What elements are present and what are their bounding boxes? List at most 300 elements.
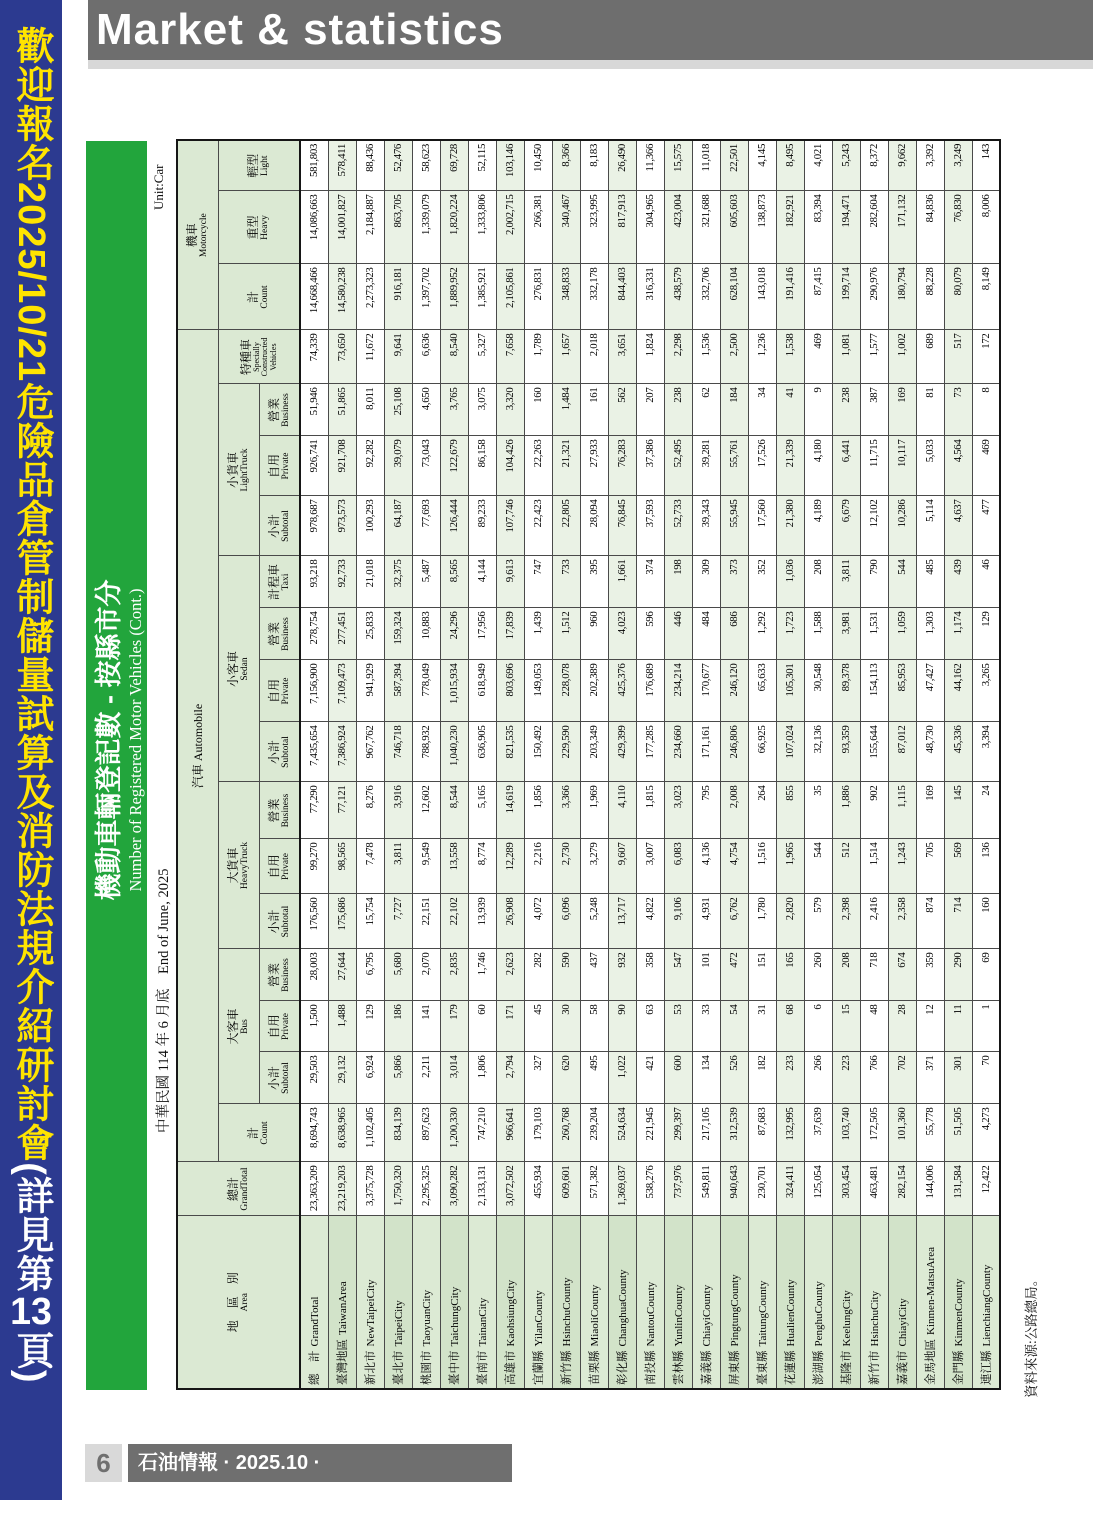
table-cell: 309 — [692, 556, 720, 608]
table-cell: 52,495 — [664, 436, 692, 496]
table-cell: 1,200,330 — [440, 1104, 468, 1162]
table-cell: 8,540 — [440, 330, 468, 384]
table-cell: 37,593 — [636, 496, 664, 556]
table-cell: 359 — [916, 949, 944, 1001]
table-cell: 737,976 — [664, 1162, 692, 1216]
table-cell: 340,467 — [552, 191, 580, 264]
table-cell: 2,730 — [552, 839, 580, 894]
table-cell: 8,006 — [972, 191, 1000, 264]
table-row — [972, 140, 1000, 1389]
table-cell: 1,661 — [608, 556, 636, 608]
table-cell: 332,178 — [580, 264, 608, 330]
table-cell: 863,705 — [384, 191, 412, 264]
row-header-area: 高雄市KaohsiungCity — [496, 1216, 524, 1389]
table-cell: 8,495 — [776, 140, 804, 191]
table-cell: 66,925 — [748, 722, 776, 782]
table-cell: 22,263 — [524, 436, 552, 496]
table-title — [92, 564, 146, 916]
table-cell: 77,693 — [412, 496, 440, 556]
table-row — [328, 140, 356, 1389]
table-cell: 136 — [972, 839, 1000, 894]
table-cell: 99,270 — [300, 839, 328, 894]
table-cell: 191,416 — [776, 264, 804, 330]
table-cell: 144,006 — [916, 1162, 944, 1216]
table-cell: 10,117 — [888, 436, 916, 496]
table-cell: 221,945 — [636, 1104, 664, 1162]
col-header-lt-business: 營業 Business — [259, 384, 300, 436]
row-header-area: 南投縣NantouCounty — [636, 1216, 664, 1389]
table-cell: 1,385,921 — [468, 264, 496, 330]
table-cell: 87,683 — [748, 1104, 776, 1162]
table-cell: 107,024 — [776, 722, 804, 782]
table-cell: 160 — [972, 894, 1000, 949]
table-cell: 316,331 — [636, 264, 664, 330]
table-cell: 562 — [608, 384, 636, 436]
table-cell: 69 — [972, 949, 1000, 1001]
row-header-area: 連江縣LienchiangCounty — [972, 1216, 1000, 1389]
table-cell: 438,579 — [664, 264, 692, 330]
table-cell: 1,369,037 — [608, 1162, 636, 1216]
table-cell: 65,633 — [748, 660, 776, 722]
footer-bar — [128, 1444, 512, 1512]
table-row — [944, 140, 972, 1389]
table-cell: 47,427 — [916, 660, 944, 722]
table-cell: 10,450 — [524, 140, 552, 191]
row-header-area: 基隆市KeelungCity — [832, 1216, 860, 1389]
col-header-area: 地 區 別 Area — [177, 1216, 300, 1389]
table-cell: 8,774 — [468, 839, 496, 894]
table-cell: 264 — [748, 782, 776, 839]
table-cell: 176,689 — [636, 660, 664, 722]
table-cell: 154,113 — [860, 660, 888, 722]
table-cell: 324,411 — [776, 1162, 804, 1216]
table-cell: 855 — [776, 782, 804, 839]
table-cell: 53 — [664, 1001, 692, 1052]
table-cell: 11 — [944, 1001, 972, 1052]
table-cell: 1,531 — [860, 608, 888, 660]
registration-table-wrap — [176, 141, 999, 1390]
table-cell: 429,399 — [608, 722, 636, 782]
table-cell: 587,394 — [384, 660, 412, 722]
table-cell: 21,018 — [356, 556, 384, 608]
table-cell: 803,696 — [496, 660, 524, 722]
table-cell: 277,451 — [328, 608, 356, 660]
table-cell: 1,577 — [860, 330, 888, 384]
table-cell: 3,320 — [496, 384, 524, 436]
table-cell: 3,075 — [468, 384, 496, 436]
table-cell: 23,363,209 — [300, 1162, 328, 1216]
table-cell: 4,931 — [692, 894, 720, 949]
table-cell: 8,276 — [356, 782, 384, 839]
col-group-automobile: 汽車 Automobile — [177, 330, 218, 1162]
table-cell: 48 — [860, 1001, 888, 1052]
table-cell: 5,033 — [916, 436, 944, 496]
table-cell: 1,820,224 — [440, 191, 468, 264]
table-cell: 2,002,715 — [496, 191, 524, 264]
table-cell: 332,706 — [692, 264, 720, 330]
table-cell: 469 — [804, 330, 832, 384]
table-cell: 266 — [804, 1052, 832, 1104]
table-cell: 538,276 — [636, 1162, 664, 1216]
table-cell: 609,601 — [552, 1162, 580, 1216]
table-cell: 104,426 — [496, 436, 524, 496]
table-cell: 24,296 — [440, 608, 468, 660]
table-cell: 395 — [580, 556, 608, 608]
table-row — [776, 140, 804, 1389]
table-cell: 176,560 — [300, 894, 328, 949]
table-cell: 230,701 — [748, 1162, 776, 1216]
table-cell: 55,778 — [916, 1104, 944, 1162]
table-cell: 88,436 — [356, 140, 384, 191]
table-cell: 747,210 — [468, 1104, 496, 1162]
table-cell: 15,575 — [664, 140, 692, 191]
table-cell: 101,360 — [888, 1104, 916, 1162]
table-cell: 3,765 — [440, 384, 468, 436]
table-cell: 17,839 — [496, 608, 524, 660]
table-cell: 714 — [944, 894, 972, 949]
table-cell: 10,286 — [888, 496, 916, 556]
table-cell: 1,022 — [608, 1052, 636, 1104]
table-cell: 8 — [972, 384, 1000, 436]
row-header-area: 金門縣KinmenCounty — [944, 1216, 972, 1389]
table-cell: 229,590 — [552, 722, 580, 782]
table-cell: 103,740 — [832, 1104, 860, 1162]
table-cell: 52,115 — [468, 140, 496, 191]
table-cell: 37,386 — [636, 436, 664, 496]
table-cell: 100,293 — [356, 496, 384, 556]
table-cell: 282,604 — [860, 191, 888, 264]
table-cell: 778,049 — [412, 660, 440, 722]
table-cell: 52,476 — [384, 140, 412, 191]
table-cell: 151 — [748, 949, 776, 1001]
table-cell: 3,366 — [552, 782, 580, 839]
table-cell: 9,549 — [412, 839, 440, 894]
table-cell: 98,565 — [328, 839, 356, 894]
table-cell: 143,018 — [748, 264, 776, 330]
table-cell: 636,905 — [468, 722, 496, 782]
table-cell: 6,679 — [832, 496, 860, 556]
col-group-bus: 大客車 Bus — [218, 949, 259, 1104]
table-cell: 129 — [356, 1001, 384, 1052]
table-cell: 64,187 — [384, 496, 412, 556]
col-header-moto-heavy: 重型 Heavy — [218, 191, 300, 264]
table-cell: 517 — [944, 330, 972, 384]
table-body — [300, 140, 1000, 1389]
table-cell: 22,501 — [720, 140, 748, 191]
table-cell: 107,746 — [496, 496, 524, 556]
col-header-grand-total: 總計 GrandTotal — [177, 1162, 300, 1216]
table-cell: 28,094 — [580, 496, 608, 556]
col-header-ht-subtotal: 小計 Subtotal — [259, 894, 300, 949]
table-cell: 5,165 — [468, 782, 496, 839]
table-cell: 3,811 — [832, 556, 860, 608]
table-cell: 70 — [972, 1052, 1000, 1104]
table-cell: 7,727 — [384, 894, 412, 949]
table-cell: 223 — [832, 1052, 860, 1104]
table-cell: 143 — [972, 140, 1000, 191]
table-cell: 605,603 — [720, 191, 748, 264]
col-group-motorcycle: 機車 Motorcycle — [177, 140, 218, 330]
table-cell: 2,820 — [776, 894, 804, 949]
footer-text: 石油情報 · 2025.10 · https://www.oil.net.tw — [138, 1452, 343, 1512]
row-header-area: 嘉義市ChiayiCity — [888, 1216, 916, 1389]
table-cell: 155,644 — [860, 722, 888, 782]
col-header-sedan-subtotal: 小計 Subtotal — [259, 722, 300, 782]
table-cell: 1,488 — [328, 1001, 356, 1052]
col-header-bus-subtotal: 小計 Subtotal — [259, 1052, 300, 1104]
table-cell: 7,386,924 — [328, 722, 356, 782]
table-cell: 29,132 — [328, 1052, 356, 1104]
table-cell: 8,366 — [552, 140, 580, 191]
table-cell: 348,833 — [552, 264, 580, 330]
table-cell: 35 — [804, 782, 832, 839]
table-cell: 512 — [832, 839, 860, 894]
table-cell: 87,012 — [888, 722, 916, 782]
table-cell: 2,500 — [720, 330, 748, 384]
table-cell: 2,794 — [496, 1052, 524, 1104]
row-header-area: 金馬地區Kinmen-MatsuArea — [916, 1216, 944, 1389]
table-cell: 76,283 — [608, 436, 636, 496]
table-cell: 1,824 — [636, 330, 664, 384]
table-cell: 160 — [524, 384, 552, 436]
table-cell: 14,668,466 — [300, 264, 328, 330]
table-cell: 13,939 — [468, 894, 496, 949]
table-row — [664, 140, 692, 1389]
table-cell: 7,478 — [356, 839, 384, 894]
col-header-bus-private: 自用 Private — [259, 1001, 300, 1052]
table-cell: 581,803 — [300, 140, 328, 191]
table-cell: 17,956 — [468, 608, 496, 660]
table-cell: 28 — [888, 1001, 916, 1052]
table-row — [804, 140, 832, 1389]
col-header-special-vehicles: 特種車 Specially Constructed Vehicles — [218, 330, 300, 384]
table-cell: 169 — [916, 782, 944, 839]
table-cell: 27,644 — [328, 949, 356, 1001]
table-cell: 2,623 — [496, 949, 524, 1001]
section-title: Market & statistics — [96, 5, 504, 54]
side-banner-note-page: 13 — [10, 1292, 52, 1331]
table-cell: 12 — [916, 1001, 944, 1052]
table-cell: 686 — [720, 608, 748, 660]
table-cell: 941,929 — [356, 660, 384, 722]
table-cell: 9,613 — [496, 556, 524, 608]
table-cell: 3,651 — [608, 330, 636, 384]
table-cell: 8,183 — [580, 140, 608, 191]
table-cell: 161 — [580, 384, 608, 436]
table-cell: 25,833 — [356, 608, 384, 660]
table-cell: 12,422 — [972, 1162, 1000, 1216]
table-cell: 689 — [916, 330, 944, 384]
table-cell: 3,981 — [832, 608, 860, 660]
table-cell: 51,505 — [944, 1104, 972, 1162]
table-cell: 9,662 — [888, 140, 916, 191]
table-cell: 926,741 — [300, 436, 328, 496]
table-cell: 22,805 — [552, 496, 580, 556]
col-group-light-truck: 小貨車 LightTruck — [218, 384, 259, 556]
table-cell: 138,873 — [748, 191, 776, 264]
table-cell: 45,336 — [944, 722, 972, 782]
table-cell: 1,886 — [832, 782, 860, 839]
table-row — [916, 140, 944, 1389]
table-cell: 86,158 — [468, 436, 496, 496]
table-cell: 15 — [832, 1001, 860, 1052]
table-cell: 266,381 — [524, 191, 552, 264]
table-cell: 260,768 — [552, 1104, 580, 1162]
table-cell: 149,053 — [524, 660, 552, 722]
table-cell: 171,161 — [692, 722, 720, 782]
table-cell: 89,378 — [832, 660, 860, 722]
table-cell: 9,106 — [664, 894, 692, 949]
table-cell: 26,908 — [496, 894, 524, 949]
table-cell: 6,795 — [356, 949, 384, 1001]
table-cell: 194,471 — [832, 191, 860, 264]
row-header-area: 臺南市TainanCity — [468, 1216, 496, 1389]
table-cell: 1,806 — [468, 1052, 496, 1104]
table-cell: 966,641 — [496, 1104, 524, 1162]
date-note: 中華民國 114 年 6 月底 End of June, 2025 — [156, 868, 172, 1133]
table-cell: 8,011 — [356, 384, 384, 436]
table-cell: 101 — [692, 949, 720, 1001]
table-cell: 7,435,654 — [300, 722, 328, 782]
table-cell: 485 — [916, 556, 944, 608]
unit-note: Unit:Car — [151, 164, 166, 210]
table-cell: 90 — [608, 1001, 636, 1052]
table-cell: 228,078 — [552, 660, 580, 722]
col-header-moto-light: 輕型 Light — [218, 140, 300, 191]
table-cell: 321,688 — [692, 191, 720, 264]
table-cell: 817,913 — [608, 191, 636, 264]
table-cell: 74,339 — [300, 330, 328, 384]
table-cell: 874 — [916, 894, 944, 949]
table-cell: 4,180 — [804, 436, 832, 496]
table-cell: 171,132 — [888, 191, 916, 264]
table-cell: 1,588 — [804, 608, 832, 660]
table-cell: 1,516 — [748, 839, 776, 894]
row-header-area: 桃園市TaoyuanCity — [412, 1216, 440, 1389]
table-cell: 170,677 — [692, 660, 720, 722]
table-cell: 3,072,502 — [496, 1162, 524, 1216]
table-cell: 5,327 — [468, 330, 496, 384]
table-cell: 967,762 — [356, 722, 384, 782]
table-cell: 628,104 — [720, 264, 748, 330]
table-cell: 87,415 — [804, 264, 832, 330]
side-banner-note-open: (詳見第 — [10, 1162, 52, 1293]
table-cell: 93,359 — [832, 722, 860, 782]
table-cell: 2,835 — [440, 949, 468, 1001]
table-cell: 175,686 — [328, 894, 356, 949]
table-cell: 1,243 — [888, 839, 916, 894]
table-cell: 12,102 — [860, 496, 888, 556]
table-cell: 902 — [860, 782, 888, 839]
table-cell: 766 — [860, 1052, 888, 1104]
table-row — [720, 140, 748, 1389]
table-cell: 246,806 — [720, 722, 748, 782]
table-cell: 2,105,861 — [496, 264, 524, 330]
table-cell: 7,109,473 — [328, 660, 356, 722]
col-header-ht-business: 營業 Business — [259, 782, 300, 839]
table-cell: 103,146 — [496, 140, 524, 191]
table-cell: 1,002 — [888, 330, 916, 384]
table-cell: 13,717 — [608, 894, 636, 949]
table-cell: 207 — [636, 384, 664, 436]
table-row — [860, 140, 888, 1389]
table-cell: 747 — [524, 556, 552, 608]
table-cell: 1,965 — [776, 839, 804, 894]
table-cell: 439 — [944, 556, 972, 608]
table-cell: 25,108 — [384, 384, 412, 436]
table-cell: 1,439 — [524, 608, 552, 660]
table-cell: 6,083 — [664, 839, 692, 894]
table-cell: 4,021 — [804, 140, 832, 191]
table-cell: 600 — [664, 1052, 692, 1104]
table-cell: 549,811 — [692, 1162, 720, 1216]
table-cell: 2,416 — [860, 894, 888, 949]
table-cell: 1,889,952 — [440, 264, 468, 330]
section-header-bar — [88, 0, 1093, 60]
table-cell: 44,162 — [944, 660, 972, 722]
table-row — [468, 140, 496, 1389]
table-cell: 186 — [384, 1001, 412, 1052]
table-cell: 238 — [664, 384, 692, 436]
table-cell: 69,728 — [440, 140, 468, 191]
table-cell: 6,096 — [552, 894, 580, 949]
table-cell: 327 — [524, 1052, 552, 1104]
table-cell: 4,144 — [468, 556, 496, 608]
table-row — [608, 140, 636, 1389]
table-cell: 8,372 — [860, 140, 888, 191]
table-cell: 4,072 — [524, 894, 552, 949]
table-cell: 795 — [692, 782, 720, 839]
table-row — [412, 140, 440, 1389]
table-cell: 6,441 — [832, 436, 860, 496]
table-cell: 27,933 — [580, 436, 608, 496]
table-cell: 7,658 — [496, 330, 524, 384]
table-row — [300, 140, 328, 1389]
table-cell: 14,580,238 — [328, 264, 356, 330]
row-header-area: 臺灣地區TaiwanArea — [328, 1216, 356, 1389]
table-cell: 54 — [720, 1001, 748, 1052]
table-cell: 76,830 — [944, 191, 972, 264]
table-cell: 2,358 — [888, 894, 916, 949]
table-cell: 29,503 — [300, 1052, 328, 1104]
table-cell: 978,687 — [300, 496, 328, 556]
table-cell: 145 — [944, 782, 972, 839]
table-cell: 3,279 — [580, 839, 608, 894]
table-cell: 6,924 — [356, 1052, 384, 1104]
table-cell: 1,538 — [776, 330, 804, 384]
table-cell: 1,657 — [552, 330, 580, 384]
table-cell: 169 — [888, 384, 916, 436]
table-cell: 6 — [804, 1001, 832, 1052]
table-cell: 618,949 — [468, 660, 496, 722]
table-cell: 9,641 — [384, 330, 412, 384]
table-cell: 68 — [776, 1001, 804, 1052]
table-cell: 1,059 — [888, 608, 916, 660]
table-row — [580, 140, 608, 1389]
table-cell: 571,382 — [580, 1162, 608, 1216]
col-header-lt-subtotal: 小計 Subtotal — [259, 496, 300, 556]
table-row — [552, 140, 580, 1389]
table-cell: 897,623 — [412, 1104, 440, 1162]
table-row — [888, 140, 916, 1389]
table-cell: 524,634 — [608, 1104, 636, 1162]
row-header-area: 屏東縣PingtungCounty — [720, 1216, 748, 1389]
row-header-area: 嘉義縣ChiayiCounty — [692, 1216, 720, 1389]
table-cell: 4,822 — [636, 894, 664, 949]
table-cell: 1,484 — [552, 384, 580, 436]
table-cell: 2,216 — [524, 839, 552, 894]
table-row — [496, 140, 524, 1389]
